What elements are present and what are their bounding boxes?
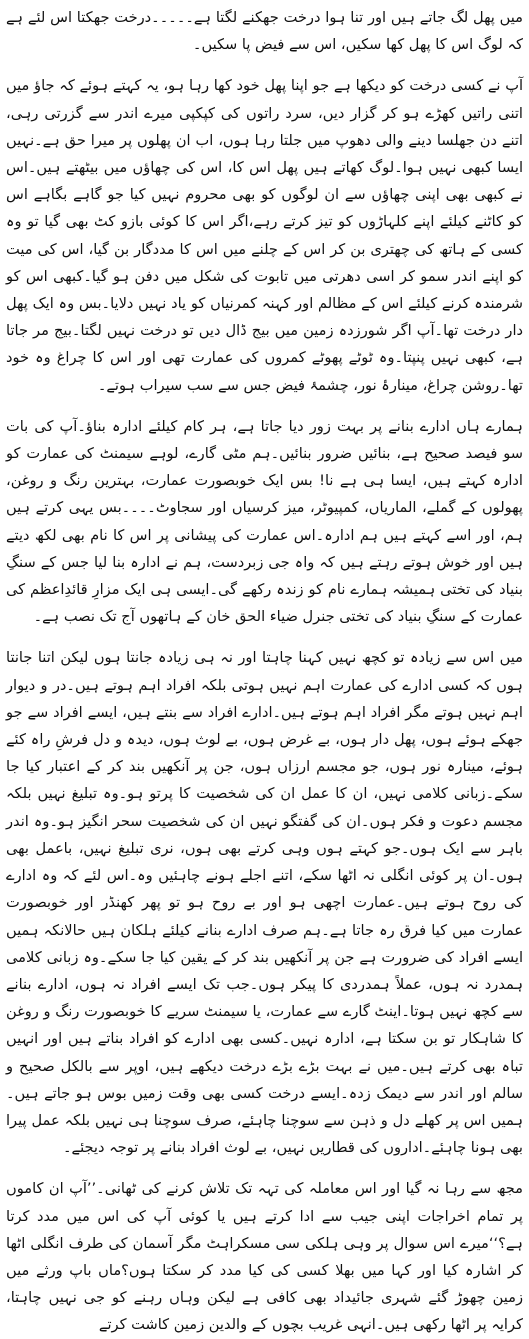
paragraph-5: مجھ سے رہا نہ گیا اور اس معاملہ کی تہہ تک تلاش کرنے کی ٹھانی۔’’آپ ان کاموں پر تمام اخراجات اپنی جیب سے ادا کرتے ہیں یا کوئی آپ کی اس میں مدد کرتا ہے؟‘‘میرے اس سوال پر وہی ہلکی سی مسکراہٹ مگر آسمان کی طرف انگلی اٹھا کر اشارہ کیا اور کہا میں بھلا کسی کی کیا مدد کر سکتا ہوں؟ماں باپ ورثے میں زمین چھوڑ گئے شہری جائیداد بھی کافی ہے لیکن وہاں رہنے کو جی نہیں چاہتا، کرایہ پر اٹھا رکھی ہیں۔انہی غریب بچوں کے والدین زمین کاشت کرتے xyxy=(6,1180,523,1334)
paragraph-3: ہمارے ہاں ادارے بنانے پر بہت زور دیا جاتا ہے، ہر کام کیلئے ادارہ بناؤ۔آپ کی بات سو فیصد صحیح ہے، بنائیں ضرور بنائیں۔ہم مٹی گارے، لوہے سیمنٹ کی عمارت کو ادارہ کہتے ہیں، ایسا ہی ہے نا! بس ایک خوبصورت عمارت، بہترین رنگ و روغن، پھولوں کے گملے، الماریاں، کمپیوٹر، میز کرسیاں اور سجاوٹ۔۔۔۔بس یہی کرتے ہیں ہم، اور اسے کہتے ہیں ہم ادارہ۔اس عمارت کی پیشانی پر اس کا نام بھی لکھ دیتے ہیں اور خوش ہوتے رہتے ہیں کہ واہ جی زبردست، ہم نے ادارہ بنا لیا جس کے سنگِ بنیاد کی تختی ہمیشہ ہمارے نام کو زندہ رکھے گی۔ایسی ہی ایک مزارِ قائدِاعظم کی عمارت کے سنگِ بنیاد کی تختی جنرل ضیاء الحق خان کے ہاتھوں آج تک نصب ہے۔ xyxy=(6,417,523,626)
paragraph-4: میں اس سے زیادہ تو کچھ نہیں کہنا چاہتا اور نہ ہی زیادہ جانتا ہوں لیکن اتنا جانتا ہوں کہ کسی ادارے کی عمارت اہم نہیں ہوتی بلکہ افراد اہم ہوتے ہیں۔در و دیوار اہم نہیں ہوتے مگر افراد اہم ہوتے ہیں۔ادارے افراد سے بنتے ہیں، ایسے افراد سے جو جھکے ہوئے ہوں، پھل دار ہوں، بے غرض ہوں، بے لوث ہوں، دیدہ و دل فرشِ راہ کئے ہوئے، مینارہ نور ہوں، جو مجسم ارزاں ہوں، جن پر آنکھیں بند کر کے اعتبار کیا جا سکے۔زبانی کلامی نہیں، ان کا عمل ان کی شخصیت کا پرتو ہو۔وہ تبلیغ نہیں بلکہ مجسم دعوت و فکر ہوں۔ان کی گفتگو نہیں ان کی شخصیت سحر انگیز ہو۔وہ اندر باہر سے ایک ہوں۔جو کہتے ہوں وہی کرتے بھی ہوں، نری تبلیغ نہیں، باعمل بھی ہوں۔ان پر کوئی انگلی نہ اٹھا سکے، اتنے اجلے ہونے چاہئیں وہ۔اس لئے کہ وہ ادارے کی روح ہوتے ہیں۔عمارت اچھی ہو اور بے روح ہو تو پھر کھنڈر اور خوبصورت عمارت میں کیا فرق رہ جاتا ہے۔ہم صرف ادارے بنانے کیلئے ہلکان ہیں حالانکہ ہمیں ایسے افراد کی ضرورت ہے جن پر آنکھیں بند کر کے یقین کیا جا سکے۔وہ زبانی کلامی ہمدرد نہ ہوں، عملاً ہمدردی کا پیکر ہوں۔جب تک ایسے افراد نہ ہوں، ادارے بنانے سے کچھ نہیں ہوتا۔اینٹ گارے سے عمارت، یا سیمنٹ سریے کا خوبصورت رنگ و روغن کا شاہکار تو بن سکتا ہے، ادارہ نہیں۔کسی بھی ادارے کو افراد بناتے ہیں اور انہیں تباہ بھی کرتے ہیں۔میں نے بہت بڑے بڑے درخت دیکھے ہیں، اوپر سے بالکل صحیح و سالم اور اندر سے دیمک زدہ۔ایسے درخت کسی بھی وقت زمیں بوس ہو جاتے ہیں۔ہمیں اس پر کھلے دل و ذہن سے سوچنا چاہئے، صرف سوچنا ہی نہیں بلکہ عمل پیرا بھی ہونا چاہئے۔اداروں کی قطاریں نہیں، بے لوث افراد بنانے پر توجہ دیجئے۔ xyxy=(6,649,523,1157)
paragraph-2: آپ نے کسی درخت کو دیکھا ہے جو اپنا پھل خود کھا رہا ہو، یہ کہتے ہوئے کہ جاؤ میں اتنی راتیں کھڑے ہو کر گزار دیں، سرد راتوں کی کپکپی میرے اندر سے گزرتی رہی، اتنے دن جھلسا دینے والی دھوپ میں جلتا رہا ہوں، اب ان پھلوں پر میرا حق ہے۔نہیں ایسا کبھی نہیں ہوا۔لوگ کھاتے ہیں پھل اس کا، اس کی چھاؤں میں بیٹھتے ہیں۔اس نے کبھی بھی اپنی چھاؤں سے ان لوگوں کو بھی محروم نہیں کیا جو گاہے بگاہے اس کو کاٹنے کیلئے اپنے کلہاڑوں کو تیز کرتے رہے،اگر اس کا کوئی بازو کٹ بھی گیا تو وہ کسی کے ہاتھ کی چھتری بن کر اس کے چلنے میں اس کا مددگار بن گیا، اس کی میت کو اپنے اندر سمو کر اسی دھرتی میں تابوت کی شکل میں دفن ہو گیا۔کبھی اس کو شرمندہ کرنے کیلئے اس کے مظالم اور کہنہ کمرنیاں کو یاد نہیں دلایا۔بس وہ ایک پھل دار درخت تھا۔آپ اگر شورزدہ زمین میں بیج ڈال دیں تو درخت نہیں لگتا۔بیج مر جاتا ہے، کبھی نہیں پنپتا۔وہ ٹوٹے پھوٹے کمروں کی عمارت تھی اور اس کا چراغ وہ خود تھا۔روشن چراغ، مینارۂ نور، چشمۂ فیض جس سے سب سیراب ہوتے۔ xyxy=(6,77,523,394)
paragraph-1: میں پھل لگ جاتے ہیں اور تنا ہوا درخت جھکنے لگتا ہے۔۔۔۔۔درخت جھکتا اس لئے ہے کہ لوگ اس کا پھل کھا سکیں، اس سے فیض پا سکیں۔ xyxy=(6,9,523,54)
